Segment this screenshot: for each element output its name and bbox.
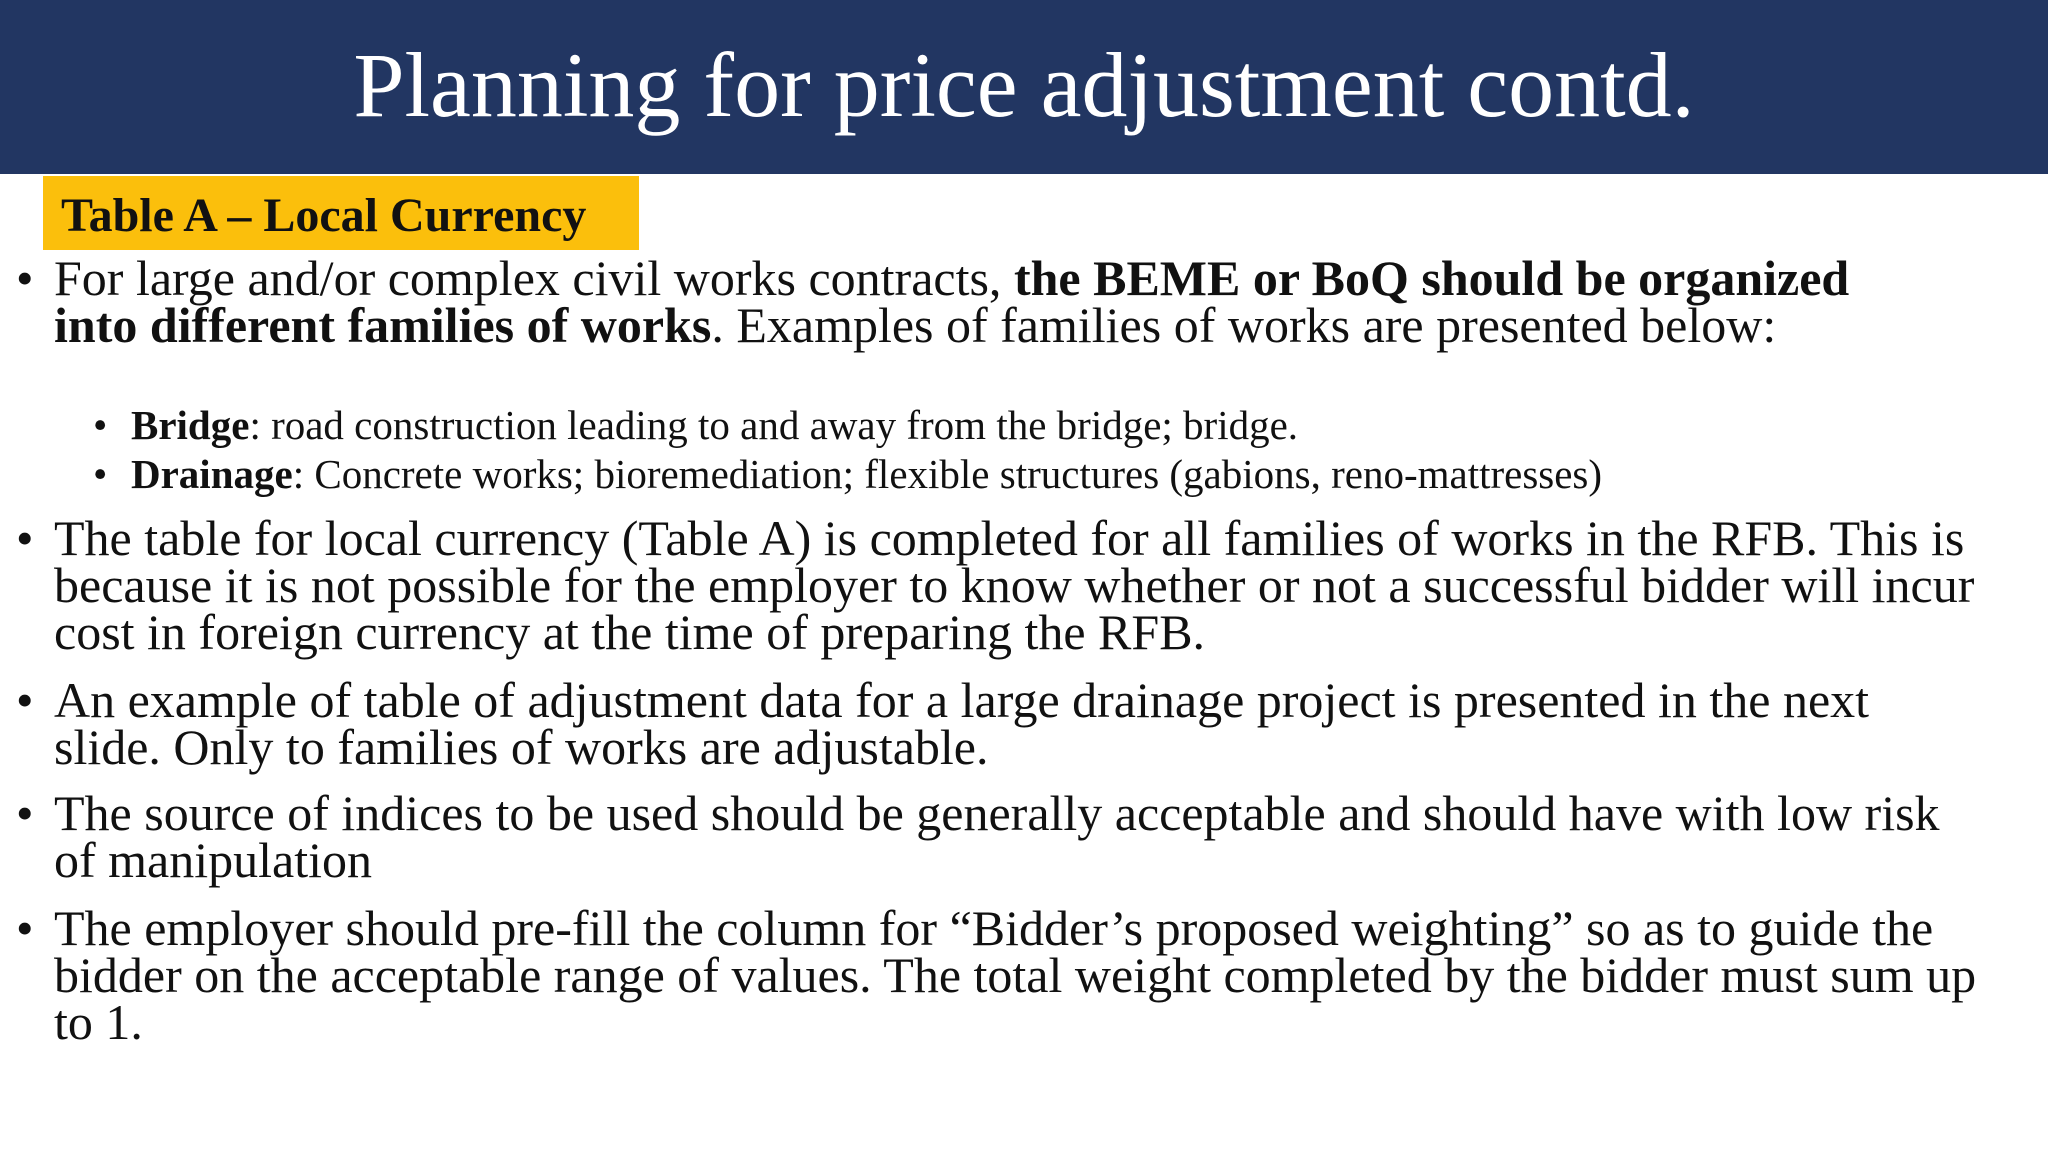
bullet-text: The employer should pre-fill the column for “Bidder’s proposed weighting” so as to guide the bidder on the acceptable range of values. The total weight completed by the bidder must sum up to 1. (54, 900, 1977, 1050)
bullet-dot: • (16, 900, 34, 956)
bullet-item (16, 510, 2024, 660)
bullet-item (16, 900, 1984, 1050)
bullet-item (16, 250, 1864, 353)
bullet-dot: • (16, 785, 34, 841)
bullet-text: . Examples of families of works are presented below: (711, 297, 1777, 353)
sub-bullet-item (93, 401, 2031, 449)
bullet-bold-text: the BEME or BoQ should be organized into different families of works (54, 250, 1850, 353)
bullet-text: For large and/or complex civil works contracts, (54, 250, 1014, 306)
sub-bullet-label: Bridge (131, 402, 250, 448)
bullet-item (16, 672, 1984, 775)
sub-bullet-item (93, 450, 2031, 498)
bullet-text: The table for local currency (Table A) is completed for all families of works in the RFB. This is because it is not possible for the employer to know whether or not a successful bidder will incur cost in foreign currency at the time of preparing the RFB. (54, 510, 1975, 660)
bullet-dot: • (16, 672, 34, 728)
section-tag-label: Table A – Local Currency (61, 189, 587, 242)
bullet-text: An example of table of adjustment data for a large drainage project is presented in the next slide. Only to families of works are adjustable. (54, 672, 1870, 775)
sub-bullet-text: : Concrete works; bioremediation; flexible structures (gabions, reno-mattresses) (292, 451, 1603, 497)
bullet-dot: • (16, 510, 34, 566)
sub-bullet-dot: • (93, 451, 108, 497)
sub-bullet-label: Drainage (131, 451, 293, 497)
bullet-dot: • (16, 250, 34, 306)
sub-bullet-dot: • (93, 402, 108, 448)
bullet-text: The source of indices to be used should be generally acceptable and should have with low risk of manipulation (54, 785, 1940, 888)
bullet-item (16, 785, 1984, 888)
sub-bullet-text: : road construction leading to and away from the bridge; bridge. (249, 402, 1299, 448)
slide-title: Planning for price adjustment contd. (353, 34, 1695, 136)
